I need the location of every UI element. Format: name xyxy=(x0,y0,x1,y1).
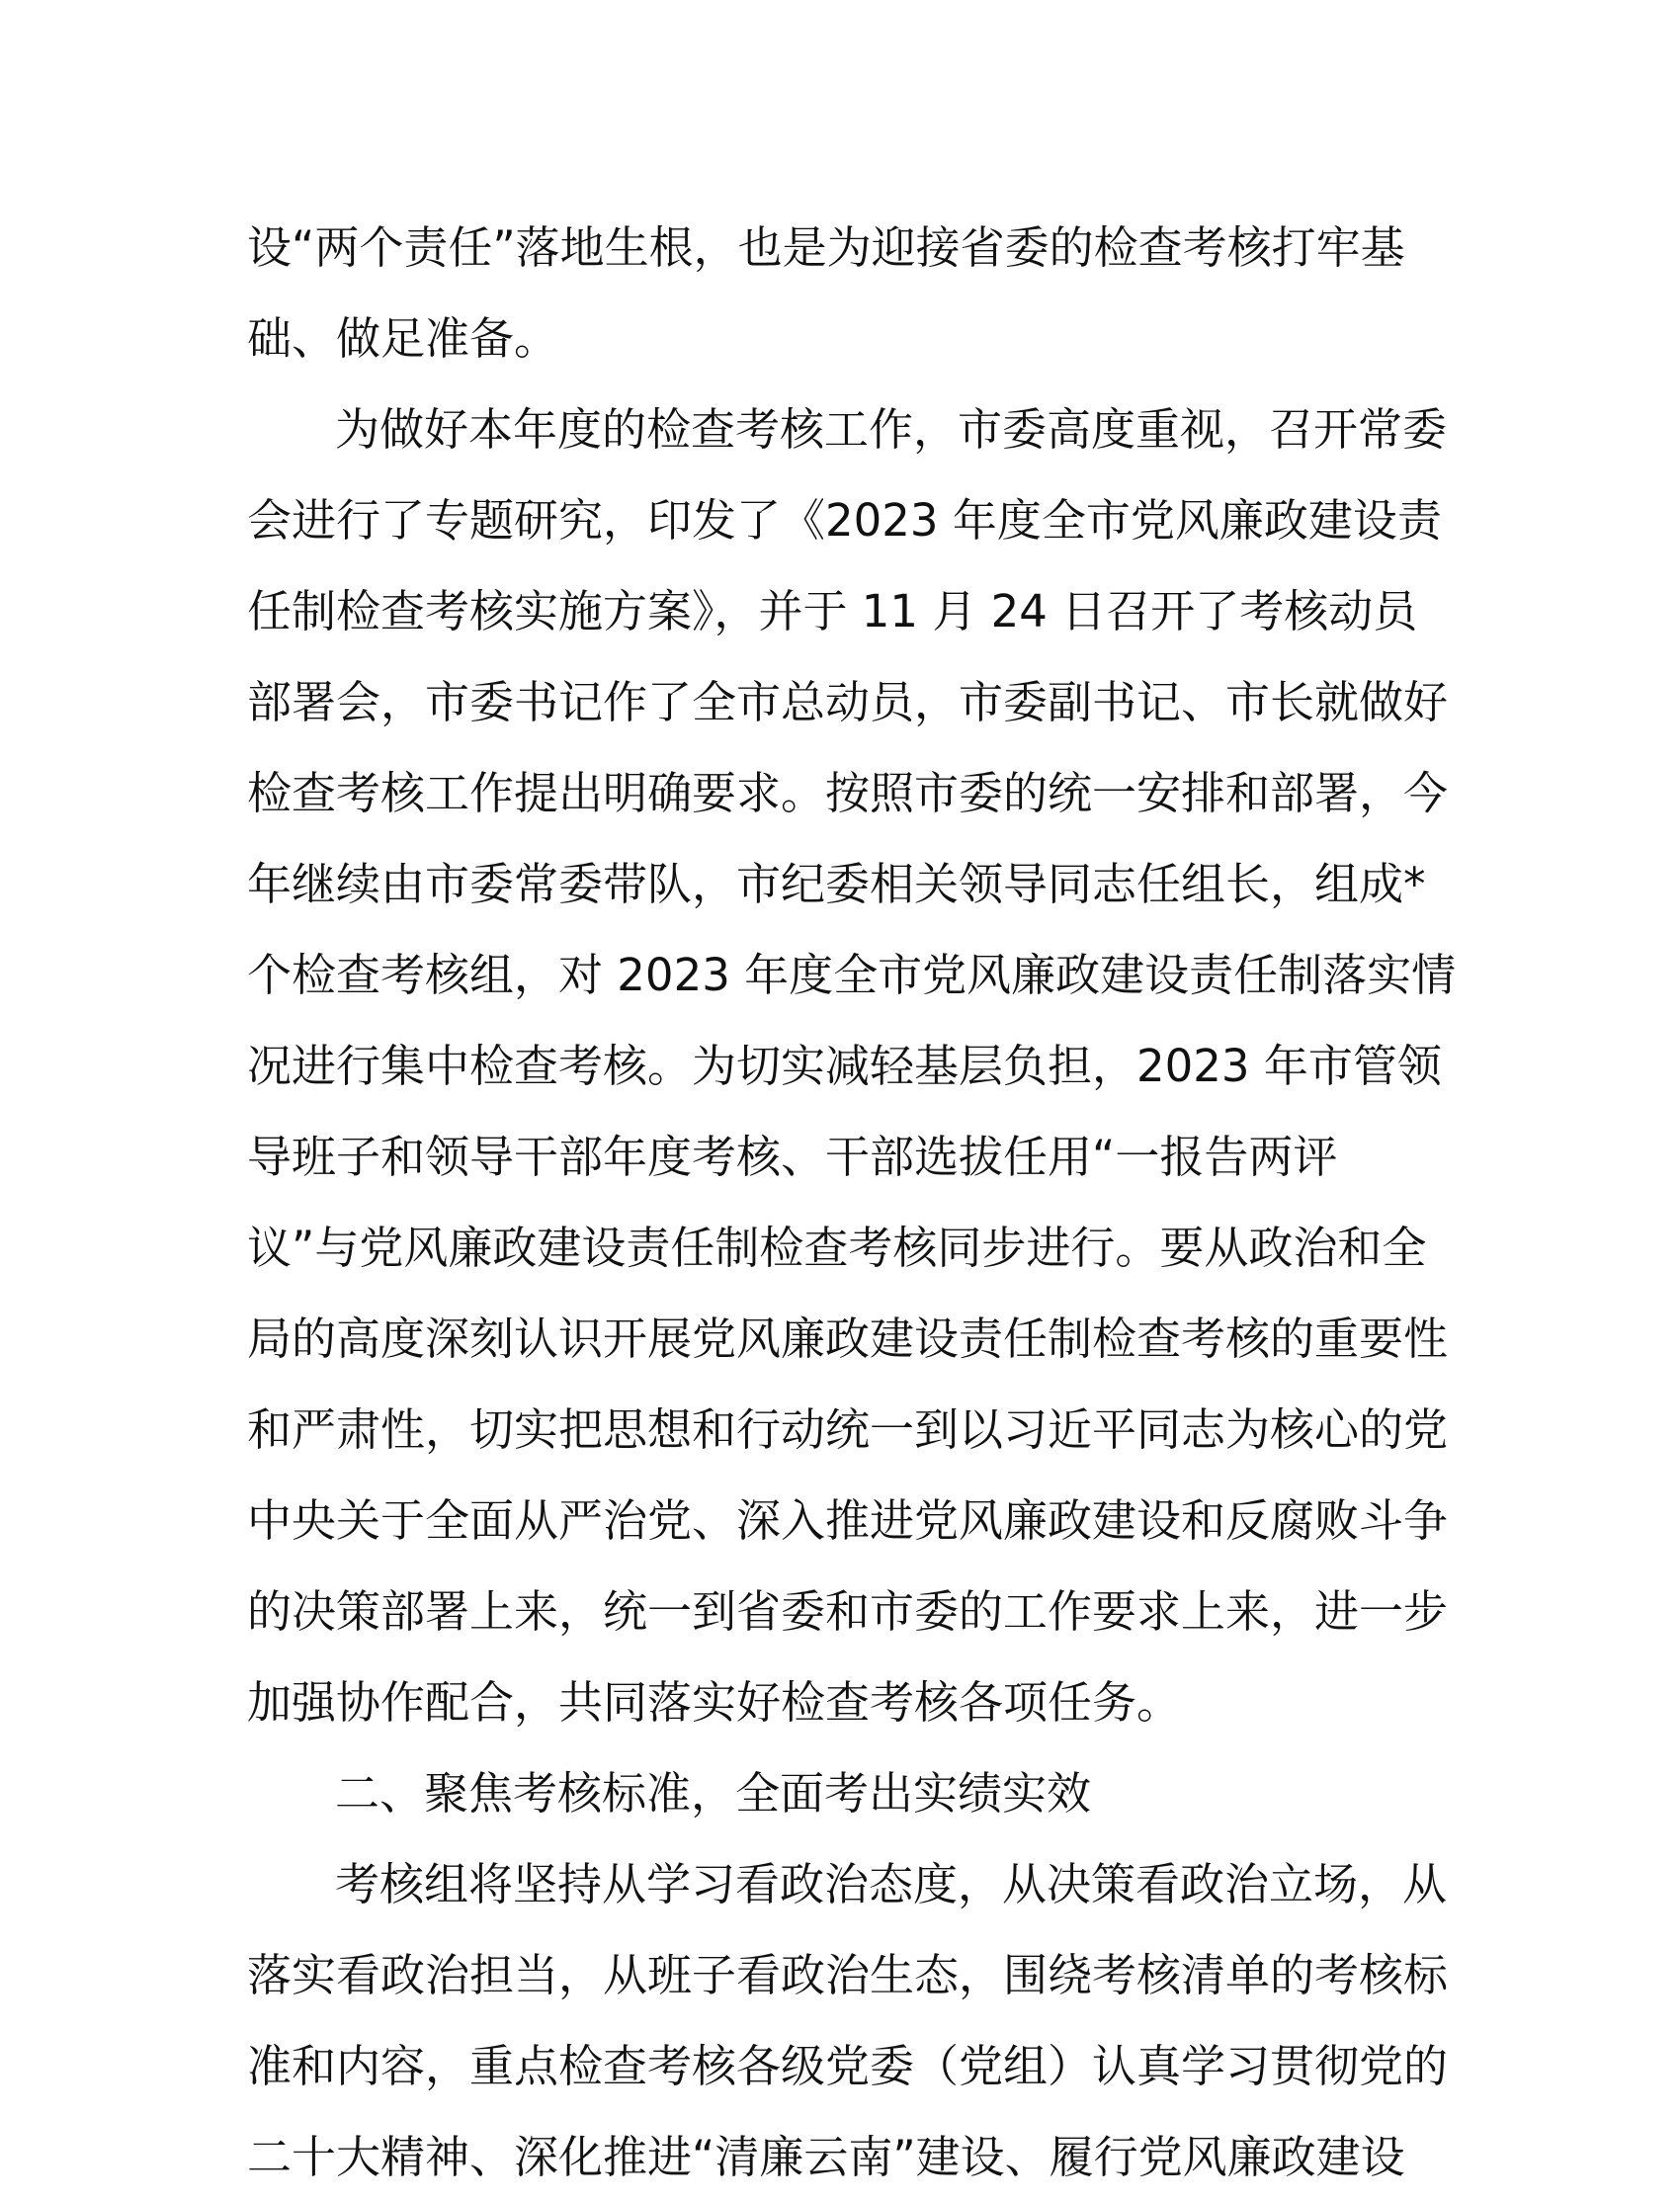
text-line: 导班子和领导干部年度考核、干部选拔任用“一报告两评 xyxy=(247,1131,1338,1183)
text-line: 准和内容，重点检查考核各级党委（党组）认真学习贯彻党的 xyxy=(247,2040,1449,2092)
text-line: 加强协作配合，共同落实好检查考核各项任务。 xyxy=(247,1676,1182,1729)
text-line: 二十大精神、深化推进“清廉云南”建设、履行党风廉政建设 xyxy=(247,2131,1405,2183)
paragraph-first-line: 为做好本年度的检查考核工作，市委高度重视，召开常委 xyxy=(335,403,1448,456)
text-line: 落实看政治担当，从班子看政治生态，围绕考核清单的考核标 xyxy=(247,1949,1449,2001)
text-line: 和严肃性，切实把思想和行动统一到以习近平同志为核心的党 xyxy=(247,1403,1449,1456)
text-line: 础、做足准备。 xyxy=(247,312,559,365)
text-line: 中央关于全面从严治党、深入推进党风廉政建设和反腐败斗争 xyxy=(247,1494,1449,1547)
text-line: 局的高度深刻认识开展党风廉政建设责任制检查考核的重要性 xyxy=(247,1313,1449,1365)
text-line: 年继续由市委常委带队，市纪委相关领导同志任组长，组成* xyxy=(247,858,1426,910)
text-line: 任制检查考核实施方案》，并于 11 月 24 日召开了考核动员 xyxy=(247,585,1418,637)
text-line: 检查考核工作提出明确要求。按照市委的统一安排和部署，今 xyxy=(247,767,1449,819)
text-line: 议”与党风廉政建设责任制检查考核同步进行。要从政治和全 xyxy=(247,1222,1427,1274)
text-line: 会进行了专题研究，印发了《2023 年度全市党风廉政建设责 xyxy=(247,494,1442,547)
section-heading: 二、聚焦考核标准，全面考出实绩实效 xyxy=(335,1767,1092,1820)
text-line: 况进行集中检查考核。为切实减轻基层负担，2023 年市管领 xyxy=(247,1040,1442,1092)
text-line: 个检查考核组，对 2023 年度全市党风廉政建设责任制落实情 xyxy=(247,949,1457,1001)
text-line: 的决策部署上来，统一到省委和市委的工作要求上来，进一步 xyxy=(247,1585,1449,1638)
paragraph-first-line: 考核组将坚持从学习看政治态度，从决策看政治立场，从 xyxy=(335,1858,1448,1910)
text-line: 设“两个责任”落地生根，也是为迎接省委的检查考核打牢基 xyxy=(247,221,1405,274)
text-line: 部署会，市委书记作了全市总动员，市委副书记、市长就做好 xyxy=(247,676,1449,728)
